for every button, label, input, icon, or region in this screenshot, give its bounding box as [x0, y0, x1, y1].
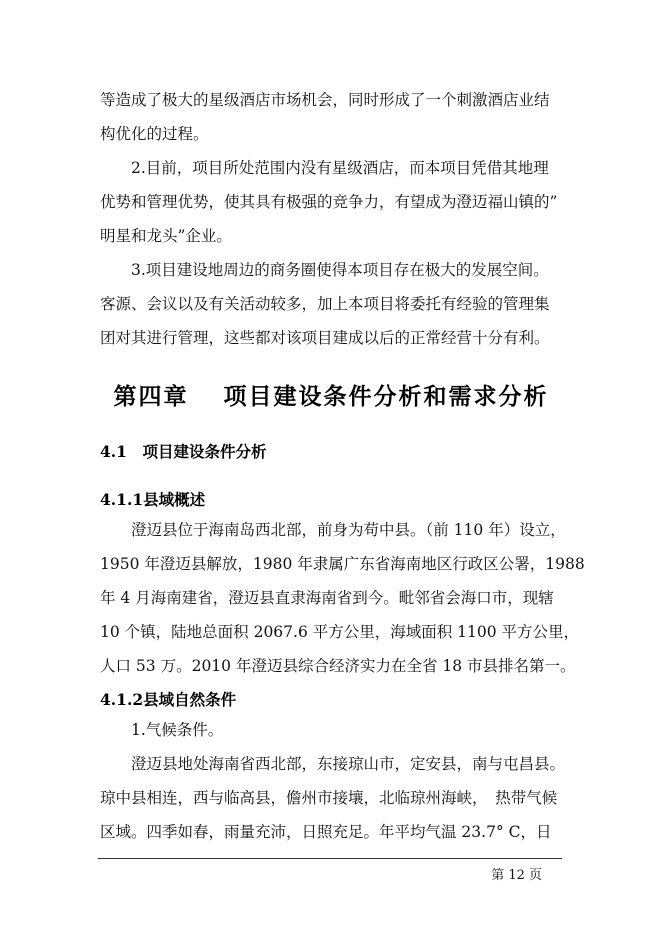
- county-line: 年 4 月海南建省，澄迈县直隶海南省到今。毗邻省会海口市，现辖: [100, 589, 554, 607]
- paragraph-line: 构优化的过程。: [100, 125, 209, 143]
- climate-line: 区域。四季如春，雨量充沛，日照充足。年平均气温 23.7° C，日: [100, 823, 552, 841]
- paragraph-line: 3.项目建设地周边的商务圈使得本项目存在极大的发展空间。: [131, 261, 549, 279]
- county-line: 人口 53 万。2010 年澄迈县综合经济实力在全省 18 市县排名第一。: [100, 657, 576, 675]
- chapter-title: 第四章 项目建设条件分析和需求分析: [113, 383, 549, 410]
- section-heading-4-1: 4.1 项目建设条件分析: [100, 442, 267, 461]
- paragraph-line: 等造成了极大的星级酒店市场机会，同时形成了一个刺激酒店业结: [100, 91, 550, 109]
- paragraph-line: 2.目前，项目所处范围内没有星级酒店，而本项目凭借其地理: [131, 159, 549, 177]
- list-item: 1.气候条件。: [131, 721, 224, 739]
- climate-line: 澄迈县地处海南省西北部，东接琼山市，定安县，南与屯昌县。: [131, 755, 566, 773]
- county-line: 1950 年澄迈县解放，1980 年隶属广东省海南地区行政区公署，1988: [100, 555, 585, 573]
- page-number: 第 12 页: [491, 868, 542, 883]
- paragraph-line: 优势和管理优势，使其具有极强的竞争力，有望成为澄迈福山镇的”: [100, 193, 558, 211]
- section-heading-4-1-1: 4.1.1县域概述: [100, 490, 206, 509]
- paragraph-line: 明星和龙头”企业。: [100, 227, 232, 245]
- footer-divider: [98, 858, 562, 859]
- paragraph-line: 团对其进行管理，这些都对该项目建成以后的正常经营十分有利。: [100, 329, 550, 347]
- county-line: 10 个镇，陆地总面积 2067.6 平方公里，海域面积 1100 平方公里，: [100, 623, 580, 641]
- county-line: 澄迈县位于海南岛西北部，前身为苟中县。（前 110 年）设立，: [131, 521, 566, 539]
- climate-line: 琼中县相连，西与临高县，儋州市接壤，北临琼州海峡， 热带气候: [100, 789, 558, 807]
- paragraph-line: 客源、会议以及有关活动较多，加上本项目将委托有经验的管理集: [100, 295, 550, 313]
- section-heading-4-1-2: 4.1.2县域自然条件: [100, 690, 237, 709]
